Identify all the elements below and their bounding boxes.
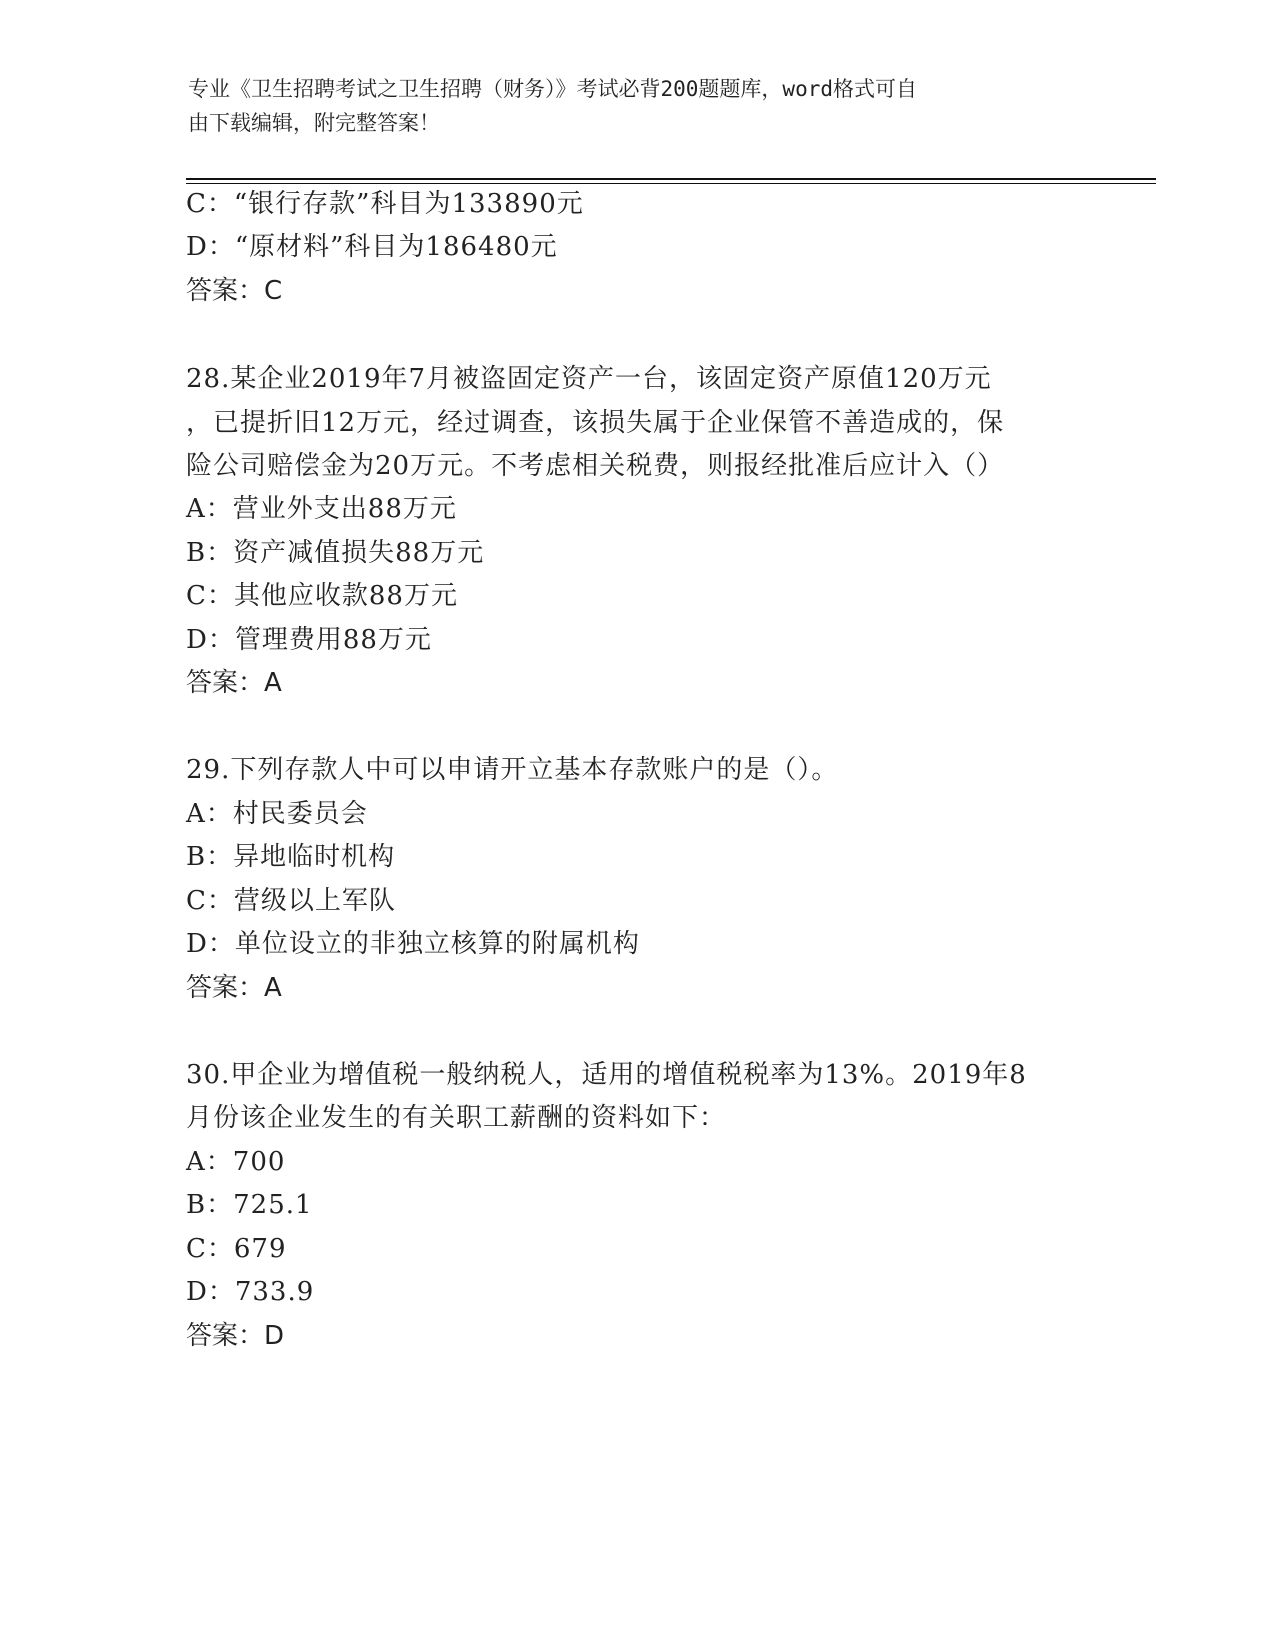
q28-option-d: D：管理费用88万元 — [186, 625, 432, 655]
q28-stem-line-3: 险公司赔偿金为20万元。不考虑相关税费，则报经批准后应计入（） — [186, 451, 1005, 481]
q28-option-c: C：其他应收款88万元 — [186, 581, 458, 611]
document-header — [188, 72, 1068, 140]
q29-option-b: B：异地临时机构 — [186, 842, 396, 872]
q28-stem-line-2: ，已提折旧12万元，经过调查，该损失属于企业保管不善造成的，保 — [186, 408, 1005, 438]
q27-option-d: D：“原材料”科目为186480元 — [186, 232, 558, 262]
q30-option-b: B：725.1 — [186, 1190, 313, 1220]
q28-option-b: B：资产减值损失88万元 — [186, 538, 485, 568]
q28-stem-line-1: 28.某企业2019年7月被盗固定资产一台，该固定资产原值120万元 — [186, 364, 992, 394]
q29-option-a: A：村民委员会 — [186, 799, 368, 829]
q27-option-c: C：“银行存款”科目为133890元 — [186, 189, 584, 219]
q29-option-d: D：单位设立的非独立核算的附属机构 — [186, 929, 640, 959]
header-divider-thin — [186, 183, 1156, 184]
q29-answer: 答案：A — [186, 973, 282, 1003]
header-title-line-1: 专业《卫生招聘考试之卫生招聘（财务）》考试必背200题题库，word格式可自 — [188, 77, 917, 101]
q30-stem-line-2: 月份该企业发生的有关职工薪酬的资料如下： — [186, 1103, 727, 1133]
q30-option-c: C：679 — [186, 1234, 287, 1264]
q28-answer: 答案：A — [186, 668, 282, 698]
q29-stem-line-1: 29.下列存款人中可以申请开立基本存款账户的是（）。 — [186, 755, 839, 785]
q28-option-a: A：营业外支出88万元 — [186, 494, 457, 524]
q30-option-d: D：733.9 — [186, 1277, 315, 1307]
header-divider-thick — [186, 178, 1156, 180]
q27-answer: 答案：C — [186, 276, 283, 306]
q30-stem-line-1: 30.甲企业为增值税一般纳税人，适用的增值税税率为13%。2019年8 — [186, 1060, 1027, 1090]
q30-answer: 答案：D — [186, 1321, 285, 1351]
header-title-line-2: 由下载编辑，附完整答案！ — [188, 111, 440, 135]
q29-option-c: C：营级以上军队 — [186, 886, 396, 916]
q30-option-a: A：700 — [186, 1147, 286, 1177]
